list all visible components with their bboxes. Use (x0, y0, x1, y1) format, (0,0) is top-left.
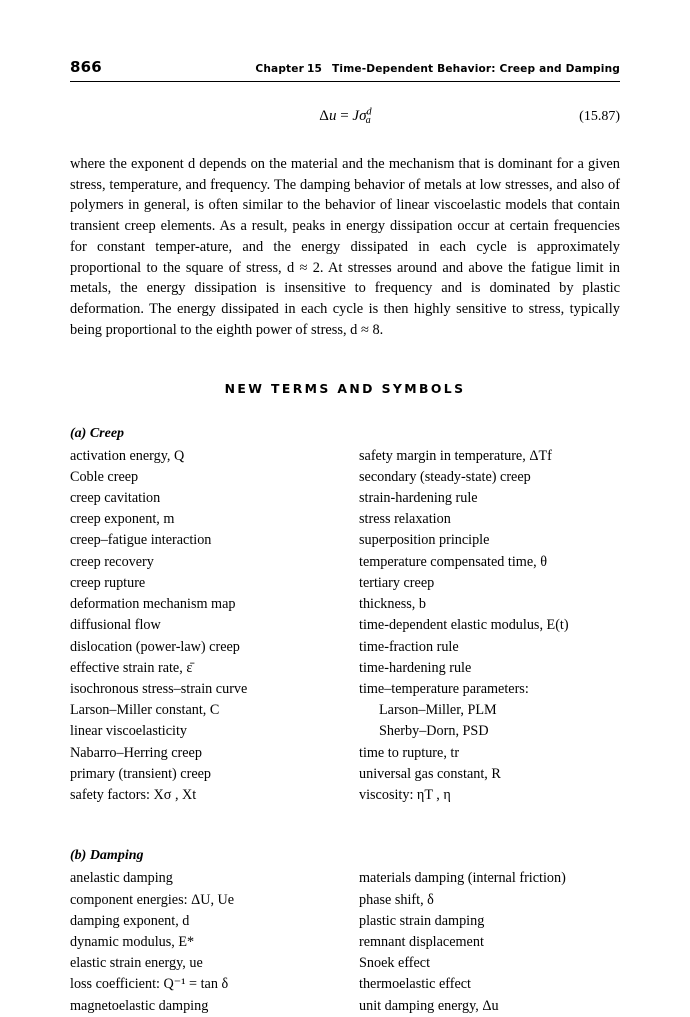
term-item: time-fraction rule (359, 638, 459, 655)
term-item: creep–fatigue interaction (70, 532, 212, 549)
equation-u: u (328, 108, 337, 124)
term-item: plastic strain damping (359, 912, 485, 929)
equation-equals: = (340, 108, 349, 124)
display-equation (70, 108, 620, 125)
equation-delta: Δ (319, 108, 329, 124)
term-item: viscosity: ηT , η (359, 787, 451, 804)
chapter-number: 15 (306, 63, 323, 75)
section-heading: NEW TERMS AND SYMBOLS (224, 380, 466, 396)
term-item: Sherby–Dorn, PSD (379, 723, 489, 740)
term-item: diffusional flow (70, 617, 161, 634)
term-item: time-hardening rule (359, 659, 472, 676)
term-item: thickness, b (359, 596, 426, 613)
term-item: linear viscoelasticity (70, 723, 188, 740)
terms-columns (70, 868, 620, 1017)
page-number: 866 (70, 58, 102, 76)
terms-group-title: (a) Creep (70, 425, 125, 441)
term-item: time-dependent elastic modulus, E(t) (359, 617, 569, 634)
term-item: damping exponent, d (70, 912, 190, 929)
term-item: component energies: ΔU, Ue (70, 891, 235, 908)
term-item: superposition principle (359, 532, 490, 549)
term-item: Coble creep (70, 468, 139, 485)
display-equation-block (70, 108, 620, 134)
terms-group-creep (70, 426, 620, 807)
term-item: temperature compensated time, θ (359, 553, 548, 570)
term-item: phase shift, δ (359, 891, 434, 908)
term-item: creep cavitation (70, 490, 161, 507)
term-item: deformation mechanism map (70, 596, 236, 613)
equation-number: (15.87) (579, 109, 620, 124)
chapter-running-title (255, 63, 620, 75)
term-item: materials damping (internal friction) (359, 870, 566, 887)
term-item: unit damping energy, Δu (359, 997, 499, 1014)
term-item: loss coefficient: Q⁻¹ = tan δ (70, 976, 229, 993)
running-head (70, 58, 620, 82)
equation-subscript: a (365, 114, 371, 126)
term-item: time to rupture, tr (359, 744, 460, 761)
chapter-title: Time-Dependent Behavior: Creep and Damping (332, 63, 620, 75)
term-item: isochronous stress–strain curve (70, 681, 248, 698)
term-item: safety margin in temperature, ΔTf (359, 447, 552, 464)
term-item: strain-hardening rule (359, 490, 478, 507)
term-item: Snoek effect (359, 955, 431, 972)
term-item: creep recovery (70, 553, 154, 570)
body-paragraph: where the exponent d depends on the material and the mechanism that is dominant for a given stress, temperature, and frequency. The damping behavior of metals at low stresses, and also of polymers in general, is often similar to the behavior of linear viscoelastic models that contain transient creep elements. As a result, peaks in energy dissipation occur at certain frequencies for constant temper-ature, and the energy dissipated in each cycle is approximately proportional to the square of stress, d ≈ 2. At stresses around and above the fatigue limit in metals, the energy dissipation is insensitive to frequency and is dominated by plastic deformation. The energy dissipated in each cycle is then highly sensitive to stress, typically being proportional to the eighth power of stress, d ≈ 8. (70, 156, 620, 338)
term-item: stress relaxation (359, 511, 451, 528)
term-item: remnant displacement (359, 933, 484, 950)
term-item: universal gas constant, R (359, 765, 501, 782)
equation-exponent: d (366, 106, 372, 118)
terms-group-damping (70, 848, 620, 1017)
term-item: Larson–Miller, PLM (379, 702, 497, 719)
term-item: effective strain rate, ε̄ (70, 659, 193, 676)
term-item: primary (transient) creep (70, 765, 212, 782)
term-item: Larson–Miller constant, C (70, 702, 220, 719)
term-item: elastic strain energy, ue (70, 955, 203, 972)
equation-j: J (352, 108, 360, 124)
term-item: time–temperature parameters: (359, 681, 529, 698)
term-item: magnetoelastic damping (70, 997, 209, 1014)
terms-column-left (70, 868, 345, 1017)
term-item: secondary (steady-state) creep (359, 468, 531, 485)
term-item: safety factors: Xσ , Xt (70, 787, 197, 804)
term-item: anelastic damping (70, 870, 173, 887)
term-item: activation energy, Q (70, 447, 185, 464)
term-item: thermoelastic effect (359, 976, 471, 993)
term-item: Nabarro–Herring creep (70, 744, 202, 761)
term-item: creep rupture (70, 574, 146, 591)
term-item: creep exponent, m (70, 511, 175, 528)
equation-sigma: σ (359, 108, 367, 124)
terms-column-right (345, 868, 620, 1017)
term-item: dynamic modulus, E* (70, 933, 195, 950)
terms-column-left (70, 446, 345, 807)
terms-group-title: (b) Damping (70, 848, 144, 864)
page-content (70, 58, 620, 1017)
terms-columns (70, 446, 620, 807)
term-item: dislocation (power-law) creep (70, 638, 240, 655)
term-item: tertiary creep (359, 574, 435, 591)
terms-column-right (345, 446, 620, 807)
chapter-label: Chapter (255, 63, 304, 75)
